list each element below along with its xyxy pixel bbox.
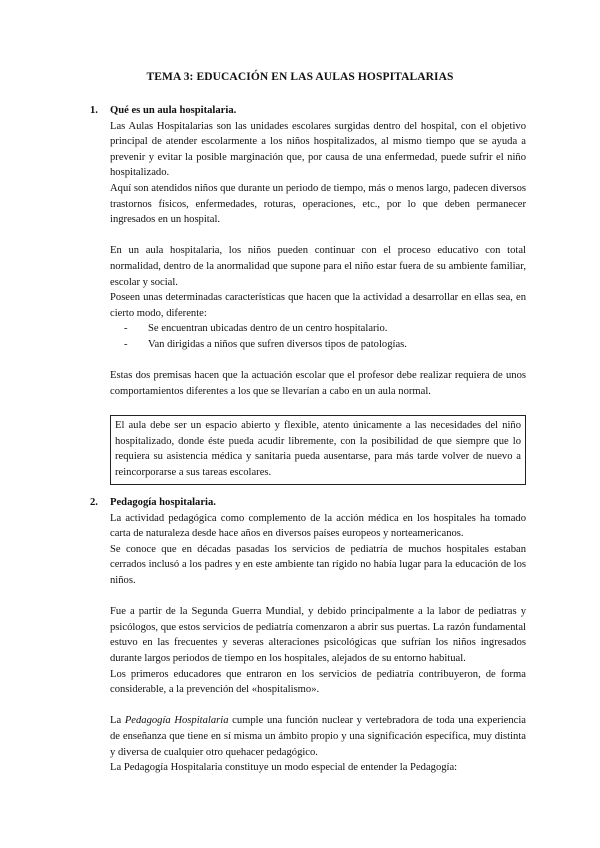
characteristics-list (110, 321, 526, 352)
paragraph: Se conoce que en décadas pasadas los servicios de pediatría de muchos hospitales estaban cerrados inclusó a los padres y en este ambiente tan rígido no había lugar para la educación de los niños. (110, 543, 526, 586)
emphasis: Pedagogía Hospitalaria (124, 715, 229, 727)
paragraph: Estas dos premisas hacen que la actuación escolar que el profesor debe realizar requiera de unos comportamientos diferentes a los que se llevarían a cabo en un aula normal. (110, 370, 526, 397)
list-item: - Van dirigidas a niños que sufren diversos tipos de patologías. (124, 338, 407, 350)
list-item: - Se encuentran ubicadas dentro de un centro hospitalario. (124, 323, 388, 335)
section-2-body (90, 511, 526, 776)
callout-box: El aula debe ser un espacio abierto y flexible, atento únicamente a las necesidades del niño hospitalizado, donde éste pueda acudir libremente, con la posibilidad de que siempre que lo requiera su asistencia médica y sanitaria pueda ausentarse, para más tarde volver de nuevo a reincorporarse a sus tareas escolares. (110, 415, 526, 484)
section-1-body (90, 119, 526, 400)
paragraph: Aquí son atendidos niños que durante un periodo de tiempo, más o menos largo, padecen diversos trastornos físicos, enfermedades, roturas, operaciones, etc., por lo que deben permanecer ingresados en un hospital. (110, 182, 526, 226)
section-2 (90, 495, 526, 776)
paragraph: En un aula hospitalaria, los niños pueden continuar con el proceso educativo con total normalidad, dentro de la anormalidad que supone para el niño estar fuera de su ambiente familiar, escolar y social. (110, 245, 526, 288)
paragraph: Fue a partir de la Segunda Guerra Mundial, y debido principalmente a la labor de pediatras y psicólogos, que estos servicios de pediatría comenzaron a abrir sus puertas. La razón fundamental estuvo en las frecuentes y severas alteraciones psicológicas que sufrían los niños ingresados durante largos periodos de tiempo en los hospitales, alejados de su entorno habitual. (110, 606, 526, 664)
paragraph: Las Aulas Hospitalarias son las unidades escolares surgidas dentro del hospital, con el objetivo principal de atender escolarmente a los niños hospitalizados, al mismo tiempo que se ayuda a prevenir y evitar la posible marginación que, por causa de una enfermedad, puede sufrir el niño hospitalizado. (110, 120, 526, 179)
section-title: Qué es un aula hospitalaria. (110, 105, 237, 116)
page-title: TEMA 3: EDUCACIÓN EN LAS AULAS HOSPITALARIAS (146, 71, 454, 83)
paragraph: Los primeros educadores que entraron en los servicios de pediatría contribuyeron, de forma considerable, a la prevención del «hospitalismo». (110, 668, 526, 696)
section-1 (90, 103, 526, 485)
section-title: Pedagogía hospitalaria. (110, 497, 216, 508)
section-number: 1. (90, 105, 98, 116)
section-1-heading (90, 103, 526, 119)
section-number: 2. (90, 497, 98, 508)
section-2-heading (90, 495, 526, 511)
paragraph: La actividad pedagógica como complemento de la acción médica en los hospitales ha tomado carta de naturaleza desde hace años en diversos países europeos y norteamericanos. (110, 512, 526, 540)
paragraph: La Pedagogía Hospitalaria cumple una función nuclear y vertebradora de toda una experiencia de enseñanza que tiene en sí misma un ámbito propio y una significación específica, muy distinta y diversa de cualquier otro quehacer pedagógico. (110, 715, 526, 758)
paragraph: La Pedagogía Hospitalaria constituye un modo especial de entender la Pedagogía: (110, 762, 458, 774)
paragraph: Poseen unas determinadas características que hacen que la actividad a desarrollar en ellas sea, en cierto modo, diferente: (110, 292, 526, 319)
